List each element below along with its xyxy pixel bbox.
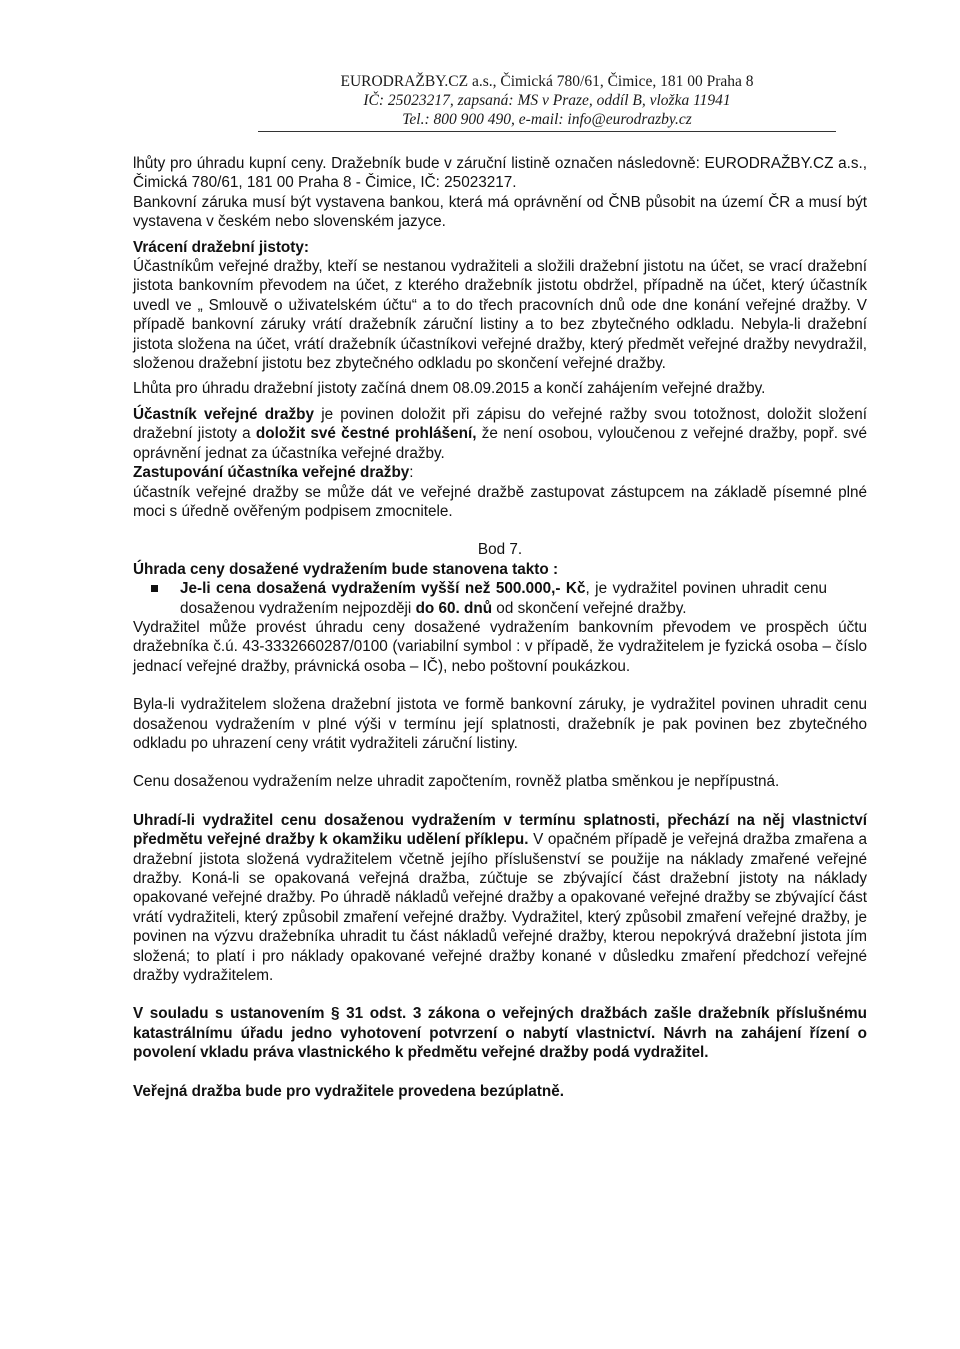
declaration-bold: doložit své čestné prohlášení, (255, 425, 477, 443)
intro-paragraph: lhůty pro úhradu kupní ceny. Dražebník bude v záruční listině označen následovně: EURODRAŽBY.CZ a.s., Čimická 780/61, 181 00 Praha 8 - Čimice, IČ: 25023217. (133, 155, 867, 192)
company-registration: IČ: 25023217, zapsaná: MS v Praze, oddíl B, vložka 11941 (363, 92, 731, 109)
representation-heading-text: Zastupování účastníka veřejné dražby (133, 464, 410, 482)
bullet-text (180, 579, 867, 618)
payment-condition-bullet (133, 579, 867, 618)
ownership-bold: Uhradí-li vydražitel cenu dosaženou vydražením v termínu splatnosti, přechází na něj vlastnictví předmětu veřejné dražby k okamžiku udělení příklepu. (133, 811, 867, 849)
bullet-text-1: , je vydražitel povinen uhradit cenu dosaženou vydražením nejpozději (180, 580, 827, 617)
letterhead (258, 72, 836, 132)
no-setoff-paragraph: Cenu dosaženou vydražením nelze uhradit započtením, rovněž platba směnkou je nepřípustná. (133, 773, 780, 791)
guarantee-paragraph: Byla-li vydražitelem složena dražební jistota ve formě bankovní záruky, je vydražitel povinen uhradit cenu dosaženou vydražením v plné výši v termínu její splatnosti, dražebník je pak povinen bez zbytečného odkladu po uhrazení ceny vrátit vydražiteli záruční listiny. (133, 696, 867, 752)
bullet-text-2: od skončení veřejné dražby. (492, 599, 687, 617)
representation-paragraph: účastník veřejné dražby se může dát ve veřejné dražbě zastupovat zástupcem na základě písemné plné moci s úředně ověřeným podpisem zmocnitele. (133, 483, 867, 520)
cadastre-paragraph: V souladu s ustanovením § 31 odst. 3 zákona o veřejných dražbách zašle dražebník příslušnému katastrálnímu úřadu jedno vyhotovení potvrzení o nabytí vlastnictví. Návrh na zahájení řízení o povolení vkladu práva vlastnického k předmětu veřejné dražby podá vydražitel. (133, 1005, 867, 1062)
document-body (133, 154, 867, 1101)
representation-heading (133, 463, 867, 482)
bullet-bold-2: do 60. dnů (415, 599, 493, 617)
bank-guarantee-paragraph: Bankovní záruka musí být vystavena bankou, která má oprávnění od ČNB působit na území ČR a musí být vystavena v českém nebo slovenském jazyce. (133, 193, 867, 231)
refund-paragraph: Účastníkům veřejné dražby, kteří se nestanou vydražiteli a složili dražební jistotu na účet, se vrací dražební jistota bankovním převodem na účet, z kterého dražebník jistotu obdržel, případně na účet, který účastník uvedl ve „ Smlouvě o uživatelském účtu“ a to do třech pracovních dnů ode dne konání veřejné dražby. V případě bankovní záruky vrátí dražebník záruční listiny a to bez zbytečného odkladu. Nebyla-li dražební jistota složena na účet, vrátí dražebník účastníkovi veřejné dražby, který předmět veřejné dražby nevydražil, složenou dražební jistotu bez zbytečného odkladu po skončení veřejné dražby. (133, 258, 867, 373)
participant-text-2: že není osobou, vyloučenou z veřejné dražby, popř. své oprávnění jednat za účastníka veřejné dražby. (133, 425, 867, 462)
section-heading: Úhrada ceny dosažené vydražením bude stanovena takto : (133, 560, 559, 578)
bullet-bold-1: Je-li cena dosažená vydražením vyšší než 500.000,- Kč (180, 580, 586, 598)
participant-bold: Účastník veřejné dražby (133, 405, 315, 423)
free-of-charge-paragraph: Veřejná dražba bude pro vydražitele provedena bezúplatně. (133, 1082, 564, 1100)
representation-colon: : (409, 464, 414, 482)
ownership-text: V opačném případě je veřejná dražba zmařena a dražební jistota složená vydražitelem včetně jejího příslušenství se použije na náklady zmařené veřejné dražby. Koná-li se opakovaná veřejná dražba, zúčtuje se zbývající část dražební jistoty na náklady opakované veřejné dražby. Po úhradě nákladů veřejné dražby a opakované veřejné dražby se zbývající část vrátí vydražiteli, který způsobil zmaření veřejné dražby. Vydražitel, který způsobil zmaření veřejné dražby, je povinen na výzvu dražebníka uhradit tu část nákladů veřejné dražby, kterou nepokrývá dražební jistota jím složená; to platí i pro náklady opakované veřejné dražby konané v důsledku zmaření předchozí veřejné dražby vydražitelem. (133, 831, 867, 985)
payment-method-paragraph: Vydražitel může provést úhradu ceny dosažené vydražením bankovním převodem ve prospěch účtu dražebníka č.ú. 43-3332660287/0100 (variabilní symbol : v případě, že vydražitelem je fyzická osoba – číslo jednací veřejné dražby, právnická osoba – IČ), nebo poštovní poukázkou. (133, 618, 867, 675)
ownership-paragraph (133, 811, 867, 986)
bullet-square-icon (151, 585, 158, 592)
section-title: Bod 7. (477, 541, 523, 559)
company-contact: Tel.: 800 900 490, e-mail: info@eurodrazby.cz (258, 110, 836, 132)
participant-paragraph (133, 405, 867, 463)
refund-heading: Vrácení dražební jistoty: (133, 238, 309, 256)
participant-text-1: je povinen doložit při zápisu do veřejné ražby svou totožnost, doložit složení dražební jistoty a (133, 405, 867, 443)
deposit-deadline-paragraph: Lhůta pro úhradu dražební jistoty začíná dnem 08.09.2015 a končí zahájením veřejné dražby. (133, 380, 766, 398)
company-address: EURODRAŽBY.CZ a.s., Čimická 780/61, Čimice, 181 00 Praha 8 (340, 73, 754, 90)
